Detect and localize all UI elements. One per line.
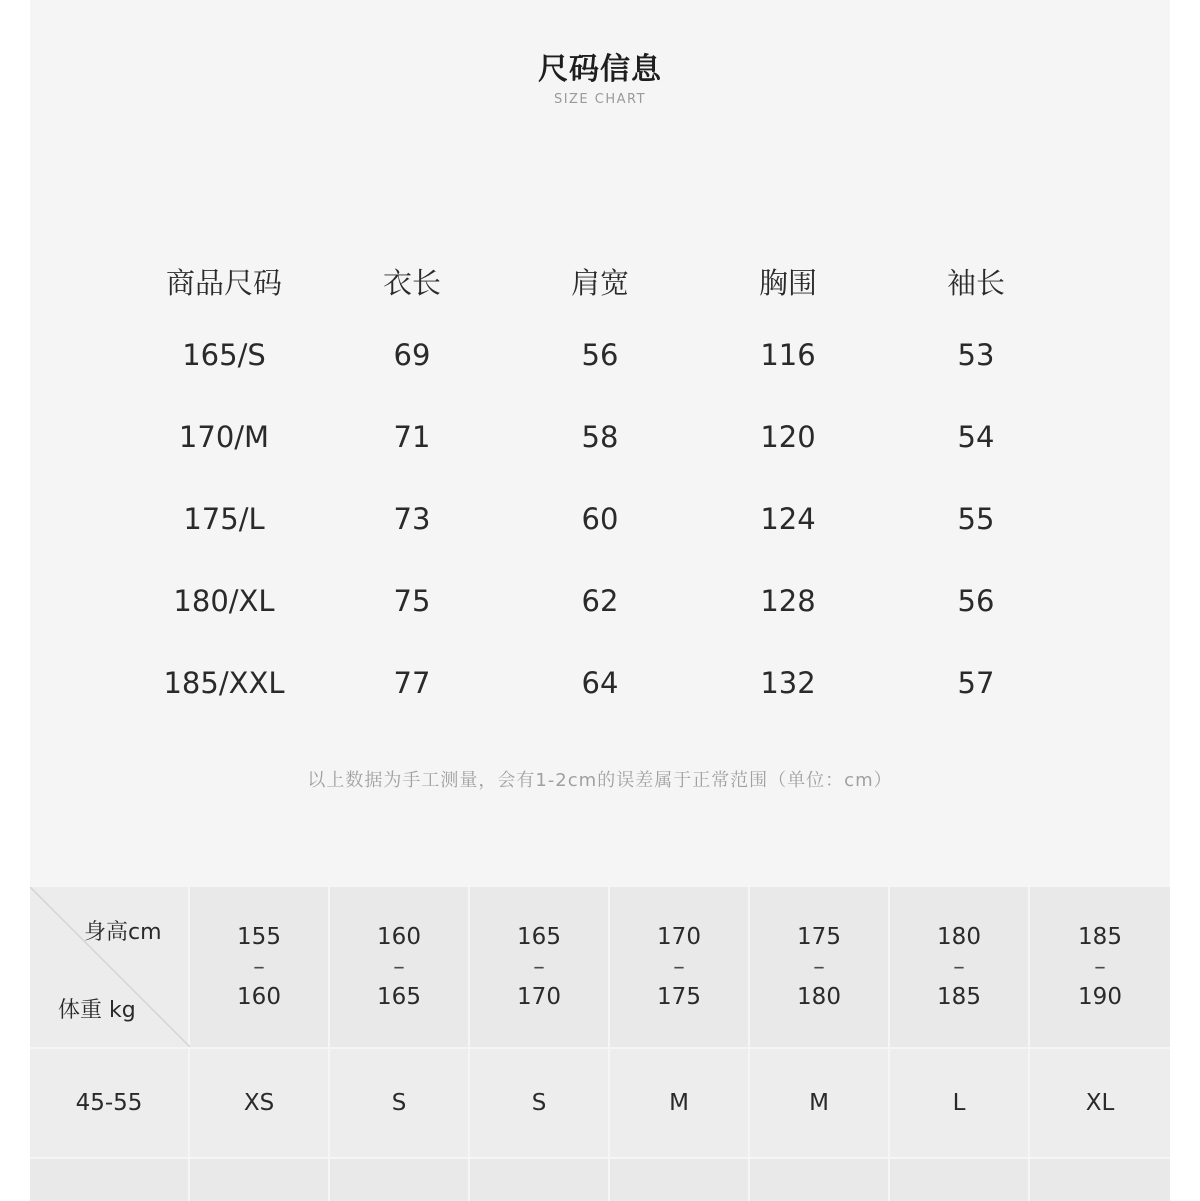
height-range-cell	[470, 887, 610, 1047]
measurement-note: 以上数据为手工测量，会有1-2cm的误差属于正常范围（单位：cm）	[307, 770, 893, 791]
corner-cell	[30, 887, 190, 1047]
recommended-size-cell: M	[750, 1047, 890, 1157]
range-dash: –	[253, 954, 265, 980]
table-cell: 175/L	[183, 502, 265, 536]
recommended-size-cell	[470, 1157, 610, 1201]
table-cell: 116	[760, 338, 816, 372]
recommendation-table	[30, 887, 1170, 1201]
table-row	[130, 396, 1070, 478]
recommended-size-cell: L	[890, 1047, 1030, 1157]
height-from: 160	[377, 924, 421, 950]
weight-axis-label: 体重 kg	[58, 998, 136, 1023]
recommended-size-cell: XS	[190, 1047, 330, 1157]
recommended-size-cell	[1030, 1157, 1170, 1201]
range-dash: –	[813, 954, 825, 980]
recommended-size-cell: M	[610, 1047, 750, 1157]
height-to: 170	[517, 984, 561, 1010]
table-cell: 120	[760, 420, 816, 454]
table-row	[130, 560, 1070, 642]
height-to: 180	[797, 984, 841, 1010]
table-cell: 180/XL	[173, 584, 275, 618]
height-range-cell	[750, 887, 890, 1047]
recommended-size-cell	[330, 1157, 470, 1201]
table-row	[130, 478, 1070, 560]
page-title: 尺码信息	[538, 52, 662, 87]
height-to: 175	[657, 984, 701, 1010]
recommended-size-cell	[750, 1157, 890, 1201]
recommended-size-cell	[190, 1157, 330, 1201]
table-cell: 73	[393, 502, 431, 536]
table-cell: 165/S	[182, 338, 266, 372]
table-cell: 185/XXL	[163, 666, 285, 700]
height-from: 185	[1078, 924, 1122, 950]
column-header: 袖长	[946, 265, 1005, 300]
table-cell: 71	[393, 420, 431, 454]
height-to: 160	[237, 984, 281, 1010]
column-header: 肩宽	[570, 265, 629, 300]
height-to: 190	[1078, 984, 1122, 1010]
height-from: 180	[937, 924, 981, 950]
table-cell: 69	[393, 338, 431, 372]
range-dash: –	[393, 954, 405, 980]
table-cell: 56	[957, 584, 995, 618]
height-from: 175	[797, 924, 841, 950]
table-row	[130, 314, 1070, 396]
height-to: 165	[377, 984, 421, 1010]
table-cell: 58	[581, 420, 619, 454]
table-cell: 54	[957, 420, 995, 454]
height-range-cell	[190, 887, 330, 1047]
column-header: 商品尺码	[165, 265, 282, 300]
height-header-row	[30, 887, 1170, 1047]
table-row	[130, 642, 1070, 724]
table-cell: 75	[393, 584, 431, 618]
table-cell: 60	[581, 502, 619, 536]
table-row	[30, 1157, 1170, 1201]
table-cell: 55	[957, 502, 995, 536]
recommended-size-cell: S	[330, 1047, 470, 1157]
weight-range-cell: 45-55	[30, 1047, 190, 1157]
range-dash: –	[673, 954, 685, 980]
table-cell: 170/M	[178, 420, 270, 454]
table-cell: 64	[581, 666, 619, 700]
range-dash: –	[533, 954, 545, 980]
height-range-cell	[1030, 887, 1170, 1047]
range-dash: –	[1094, 954, 1106, 980]
height-from: 155	[237, 924, 281, 950]
column-header: 胸围	[758, 265, 817, 300]
table-cell: 124	[760, 502, 816, 536]
table-cell: 62	[581, 584, 619, 618]
height-from: 165	[517, 924, 561, 950]
table-cell: 77	[393, 666, 431, 700]
table-cell: 56	[581, 338, 619, 372]
size-table	[130, 248, 1070, 724]
table-row	[30, 1047, 1170, 1157]
height-from: 170	[657, 924, 701, 950]
range-dash: –	[953, 954, 965, 980]
recommended-size-cell	[890, 1157, 1030, 1201]
size-chart-panel	[30, 0, 1170, 1201]
height-range-cell	[330, 887, 470, 1047]
height-axis-label: 身高cm	[84, 920, 162, 945]
height-range-cell	[610, 887, 750, 1047]
weight-range-cell	[30, 1157, 190, 1201]
table-cell: 57	[957, 666, 995, 700]
recommended-size-cell: XL	[1030, 1047, 1170, 1157]
size-table-header	[130, 248, 1070, 314]
column-header: 衣长	[382, 265, 441, 300]
table-cell: 132	[760, 666, 816, 700]
page-subtitle: SIZE CHART	[553, 92, 647, 107]
height-to: 185	[937, 984, 981, 1010]
height-range-cell	[890, 887, 1030, 1047]
table-cell: 53	[957, 338, 995, 372]
recommended-size-cell	[610, 1157, 750, 1201]
table-cell: 128	[760, 584, 816, 618]
recommended-size-cell: S	[470, 1047, 610, 1157]
